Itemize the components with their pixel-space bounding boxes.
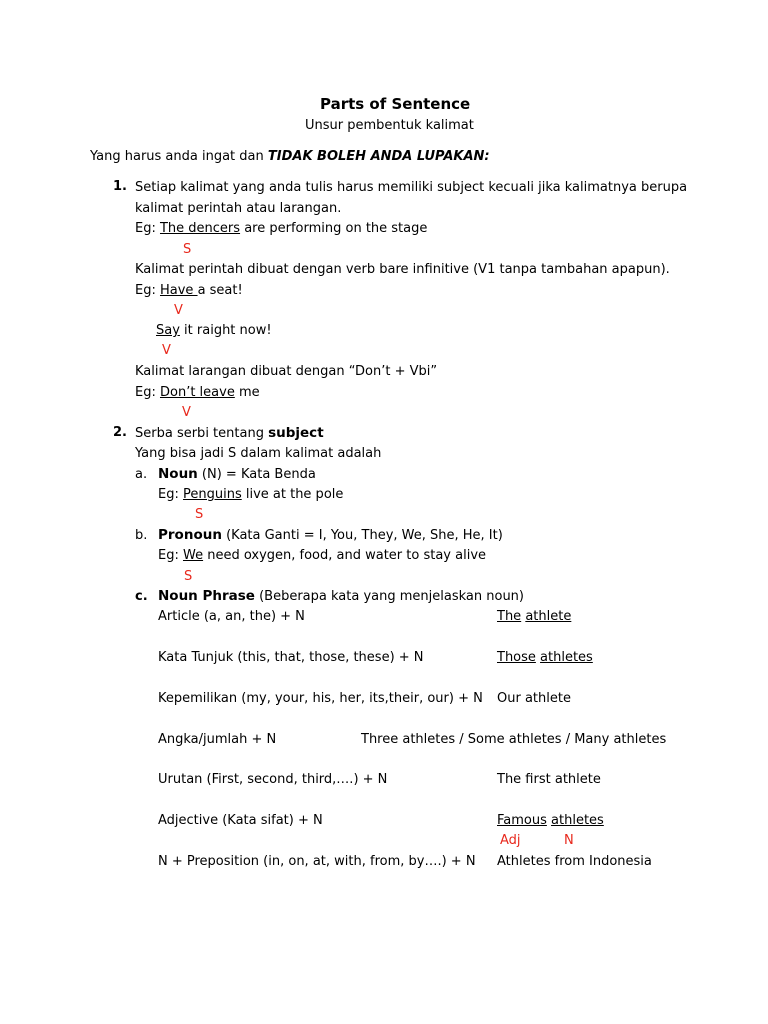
example-prefix: Eg: bbox=[158, 548, 183, 563]
phrase-example: Three athletes / Some athletes / Many athletes bbox=[361, 732, 667, 747]
underlined-word: athletes bbox=[551, 813, 604, 828]
phrase-example: Our athlete bbox=[497, 691, 571, 706]
section2-heading bbox=[135, 426, 324, 442]
phrase-example bbox=[497, 814, 604, 829]
item-b-example bbox=[158, 549, 486, 564]
example-rest: need oxygen, food, and water to stay alive bbox=[203, 548, 487, 563]
underlined-verb: Don’t leave bbox=[159, 385, 235, 400]
item-rest: (Beberapa kata yang menjelaskan noun) bbox=[254, 589, 524, 604]
adjective-mark: Adj bbox=[500, 833, 521, 848]
item-c-title bbox=[158, 589, 524, 605]
item-bold: Pronoun bbox=[158, 527, 222, 543]
example-prefix: Eg: bbox=[135, 385, 160, 400]
page-title: Parts of Sentence bbox=[320, 95, 471, 113]
imperative-rule: Kalimat perintah dibuat dengan verb bare infinitive (V1 tanpa tambahan apapun). bbox=[135, 262, 670, 277]
example-imperative-1 bbox=[135, 284, 243, 299]
example-prefix: Eg: bbox=[135, 221, 160, 236]
underlined-subject: We bbox=[182, 548, 204, 563]
intro-emphasis: TIDAK BOLEH ANDA LUPAKAN: bbox=[267, 149, 490, 164]
underlined-word: The bbox=[497, 609, 522, 624]
section1-line2: kalimat perintah atau larangan. bbox=[135, 201, 342, 216]
item-a-title bbox=[158, 467, 316, 483]
item-rest: (Kata Ganti = I, You, They, We, She, He, It) bbox=[221, 528, 503, 543]
phrase-example bbox=[497, 651, 593, 666]
phrase-left: Urutan (First, second, third,….) + N bbox=[158, 772, 388, 787]
example-rest: it raight now! bbox=[179, 323, 272, 338]
section1-number: 1. bbox=[113, 179, 127, 194]
phrase-left: N + Preposition (in, on, at, with, from, by….) + N bbox=[158, 854, 476, 869]
underlined-word: athlete bbox=[525, 609, 572, 624]
section2-sub: Yang bisa jadi S dalam kalimat adalah bbox=[135, 446, 382, 461]
intro-line bbox=[90, 150, 490, 165]
example-rest: me bbox=[234, 385, 260, 400]
example-imperative-2 bbox=[156, 324, 272, 339]
item-bold: Noun bbox=[158, 466, 198, 482]
example-rest: a seat! bbox=[197, 283, 243, 298]
subject-mark: S bbox=[184, 569, 193, 584]
noun-mark: N bbox=[564, 833, 574, 848]
phrase-example: Athletes from Indonesia bbox=[497, 854, 652, 869]
verb-mark: V bbox=[174, 303, 183, 318]
item-b-letter: b. bbox=[135, 528, 148, 543]
item-a-example bbox=[158, 488, 343, 503]
example-rest: are performing on the stage bbox=[240, 221, 428, 236]
example-subject bbox=[135, 222, 427, 237]
example-prohibition bbox=[135, 386, 260, 401]
phrase-example: The first athlete bbox=[497, 772, 601, 787]
example-rest: live at the pole bbox=[241, 487, 344, 502]
section1-line1: Setiap kalimat yang anda tulis harus memiliki subject kecuali jika kalimatnya berupa bbox=[135, 180, 688, 195]
verb-mark: V bbox=[162, 343, 171, 358]
item-rest: (N) = Kata Benda bbox=[197, 467, 316, 482]
verb-mark: V bbox=[182, 405, 191, 420]
item-a-letter: a. bbox=[135, 467, 148, 482]
underlined-verb: Say bbox=[156, 323, 180, 338]
phrase-left: Adjective (Kata sifat) + N bbox=[158, 813, 323, 828]
underlined-subject: Penguins bbox=[182, 487, 242, 502]
heading-bold: subject bbox=[268, 425, 324, 441]
phrase-left: Article (a, an, the) + N bbox=[158, 609, 305, 624]
section2-number: 2. bbox=[113, 425, 127, 440]
subject-mark: S bbox=[183, 242, 192, 257]
phrase-left: Angka/jumlah + N bbox=[158, 732, 277, 747]
phrase-left: Kepemilikan (my, your, his, her, its,their, our) + N bbox=[158, 691, 483, 706]
item-c-letter: c. bbox=[135, 589, 148, 604]
item-b-title bbox=[158, 528, 503, 544]
example-prefix: Eg: bbox=[135, 283, 160, 298]
intro-text: Yang harus anda ingat dan bbox=[90, 149, 268, 164]
phrase-example bbox=[497, 610, 571, 625]
underlined-verb: Have bbox=[159, 283, 198, 298]
example-prefix: Eg: bbox=[158, 487, 183, 502]
subject-mark: S bbox=[195, 507, 204, 522]
prohibition-rule: Kalimat larangan dibuat dengan “Don’t + Vbi” bbox=[135, 364, 438, 379]
underlined-word: Famous bbox=[497, 813, 547, 828]
item-bold: Noun Phrase bbox=[158, 588, 255, 604]
page-subtitle: Unsur pembentuk kalimat bbox=[305, 118, 474, 133]
heading-prefix: Serba serbi tentang bbox=[135, 426, 269, 441]
phrase-left: Kata Tunjuk (this, that, those, these) + N bbox=[158, 650, 424, 665]
underlined-word: athletes bbox=[540, 650, 593, 665]
underlined-word: Those bbox=[497, 650, 536, 665]
underlined-subject: The dencers bbox=[159, 221, 241, 236]
